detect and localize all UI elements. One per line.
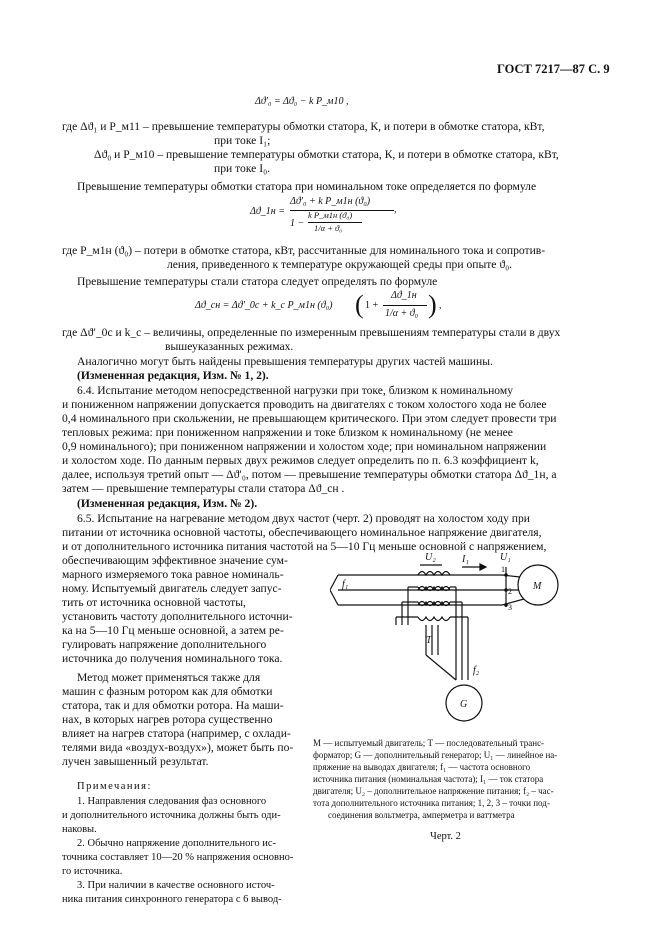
- label-f2: f₂: [473, 665, 480, 676]
- sec64-line: 6.4. Испытание методом непосредственной нагрузки при токе, близком к номинальному: [77, 384, 514, 397]
- note-line: 3. При наличии в качестве основного источ-: [77, 880, 275, 891]
- where1-line4: при токе I₀.: [214, 162, 271, 175]
- method-line: влияет на нагрев статора (например, с охлади-: [62, 727, 291, 740]
- sec65-left: тить от источника основной частоты,: [62, 596, 246, 609]
- formula-1-text: Δϑ′₀ = Δϑ₀ − k P_м10 ,: [255, 96, 349, 107]
- formula-2-lhs: Δϑ_1н =: [250, 206, 285, 217]
- formula-3-lparen: (: [355, 290, 364, 319]
- sec65-left: марного измеряемого тока равное номиналь-: [62, 568, 284, 581]
- figure-caption-line: M — испытуемый двигатель; T — последовательный транс-: [313, 738, 545, 748]
- where1-line2: при токе I₁;: [214, 134, 271, 147]
- sec64-line: тепловых режима: при пониженном напряжении и токе близком к номинальному (не менее: [62, 426, 513, 439]
- figure-caption-line: тота дополнительного источника питания; 1, 2, 3 – точки под-: [313, 798, 550, 808]
- note-line: 2. Обычно напряжение дополнительного ис-: [77, 838, 277, 849]
- note-line: го источника.: [62, 866, 123, 877]
- where2-line2: ления, приведенного к температуре окружающей среды при опыте ϑ₀.: [167, 258, 513, 271]
- figure-caption-line: соединения вольтметра, амперметра и ваттметра: [328, 810, 515, 820]
- note-line: ника питания синхронного генератора с 6 вывод-: [62, 894, 282, 905]
- sec64-line: и холостом ходе. По данным первых двух режимов следует определить по п. 6.3 коэффициент k,: [62, 454, 539, 467]
- sec64-line: далее, используя третий опыт — Δϑ′₀, потом — превышение температуры обмотки статора Δϑ_1н, а: [62, 468, 557, 481]
- formula-3-comma: ,: [439, 300, 442, 311]
- method-line: лучен завышенный результат.: [62, 755, 209, 768]
- label-i1: I₁: [462, 554, 469, 565]
- where3-line2: вышеуказанных режимах.: [165, 340, 294, 353]
- figure-caption-line: двигателя; U₂ – дополнительное напряжение питания; f₂ – час-: [313, 786, 554, 796]
- sec65-left: ному. Испытуемый двигатель следует запус-: [62, 582, 282, 595]
- sec65-line: питании от источника основной частоты, обеспечивающего номинальное напряжение двигателя,: [62, 526, 542, 539]
- where3-line1: где Δϑ′_0с и k_c – величины, определенные по измеренным превышениям температуры стали в двух: [62, 326, 561, 339]
- formula-2-den-den: 1/α + ϑ₀: [314, 223, 343, 233]
- where2-line1: где P_м1н (ϑ₀) – потери в обмотке статора, кВт, рассчитанные для номинального тока и сопротив-: [62, 244, 546, 257]
- figure-caption-line: пряжение на выводах двигателя; f₁ — частота основного: [313, 762, 531, 772]
- method-line: машин с фазным ротором как для обмотки: [62, 685, 273, 698]
- sec65-line: и от дополнительного источника питания частотой на 5—10 Гц меньше основной с напряжением,: [62, 540, 547, 553]
- formula-3-rparen: ): [428, 290, 437, 319]
- figure-caption-line: источника питания (номинальная частота); I₁ — ток статора: [313, 774, 544, 784]
- label-u1: U₁: [500, 552, 511, 563]
- sec65-left: гулировать напряжение дополнительного: [62, 638, 267, 651]
- sec64-line: 0,4 номинального при скольжении, не превышающем критического. При этом следует провести три: [62, 412, 557, 425]
- label-g: G: [460, 699, 468, 710]
- note-line: и дополнительного источника должны быть оди-: [62, 810, 281, 821]
- para-2: Превышение температуры стали статора следует определять по формуле: [77, 275, 438, 288]
- figure-caption-line: форматор; G — дополнительный генератор; U₁ — линейное на-: [313, 750, 558, 760]
- label-t: T: [426, 635, 432, 646]
- label-node-1: 1: [501, 565, 505, 574]
- note-line: точника составляет 10—20 % напряжения основно-: [62, 852, 294, 863]
- method-line: Метод может применяться также для: [77, 671, 261, 684]
- label-node-3: 3: [508, 603, 512, 612]
- amendment-1: (Измененная редакция, Изм. № 1, 2).: [77, 369, 269, 382]
- where1-line1: где Δϑ₁ и P_м11 – превышение температуры обмотки статора, К, и потери в обмотке статора, кВт,: [62, 120, 545, 133]
- sec64-line: и пониженном напряжении допускается проводить на двигателях с током холостого хода не более: [62, 398, 547, 411]
- formula-3-frac-num: Δϑ_1н: [391, 290, 417, 301]
- label-m: M: [533, 581, 542, 592]
- formula-1: [255, 96, 348, 107]
- note-line: наковы.: [62, 824, 97, 835]
- formula-3-frac-den: 1/α + ϑ₀: [385, 308, 419, 319]
- formula-2: [250, 196, 400, 242]
- label-f1: f₁: [342, 579, 349, 590]
- formula-3: [195, 288, 445, 326]
- formula-2-den-prefix: 1 −: [290, 218, 305, 229]
- notes-title: Примечания:: [77, 781, 152, 792]
- para-3: Аналогично могут быть найдены превышения температуры других частей машины.: [77, 355, 493, 368]
- label-u2: U₂: [425, 552, 436, 563]
- para-1: Превышение температуры обмотки статора при номинальном токе определяется по формуле: [77, 180, 537, 193]
- method-line: нах, в которых нагрев ротора существенно: [62, 713, 273, 726]
- circuit-diagram: [330, 545, 590, 730]
- sec65-left: ка на 5—10 Гц меньше основной, а затем ре-: [62, 624, 284, 637]
- sec64-line: затем — превышение температуры стали статора Δϑ_сн .: [62, 482, 345, 495]
- page-header: ГОСТ 7217—87 С. 9: [497, 62, 610, 76]
- method-line: телями вида «воздух-воздух»), может быть по-: [62, 741, 294, 754]
- formula-2-comma: ,: [394, 204, 397, 215]
- where1-line3: Δϑ₀ и P_м10 – превышение температуры обмотки статора, К, и потери в обмотке статора, кВт,: [94, 148, 559, 161]
- figure-title: Черт. 2: [430, 831, 461, 842]
- note-line: 1. Направления следования фаз основного: [77, 796, 267, 807]
- sec65-left: источника до получения номинального тока.: [62, 652, 283, 665]
- sec64-line: 0,9 номинального); при пониженном напряжении и холостом ходе; при номинальном напряжении: [62, 440, 547, 453]
- formula-2-den-num: k P_м1н (ϑ₀): [308, 210, 353, 220]
- formula-2-num: Δϑ′₀ + k P_м1н (ϑ₀): [290, 196, 371, 207]
- label-node-2: 2: [508, 587, 512, 596]
- formula-3-main: Δϑ_сн = Δϑ′_0с + k_c P_м1н (ϑ₀): [195, 300, 333, 311]
- sec65-left: установить частоту дополнительного источни-: [62, 610, 293, 623]
- sec65-line: 6.5. Испытание на нагревание методом двух частот (черт. 2) проводят на холостом ходу при: [77, 512, 530, 525]
- formula-3-paren-pre: 1 +: [365, 300, 379, 311]
- formula-3-bar: [383, 305, 427, 306]
- sec65-left: обеспечивающим эффективное значение сум-: [62, 554, 288, 567]
- amendment-2: (Измененная редакция, Изм. № 2).: [77, 497, 258, 510]
- method-line: статора, так и для обмотки ротора. На маши-: [62, 699, 284, 712]
